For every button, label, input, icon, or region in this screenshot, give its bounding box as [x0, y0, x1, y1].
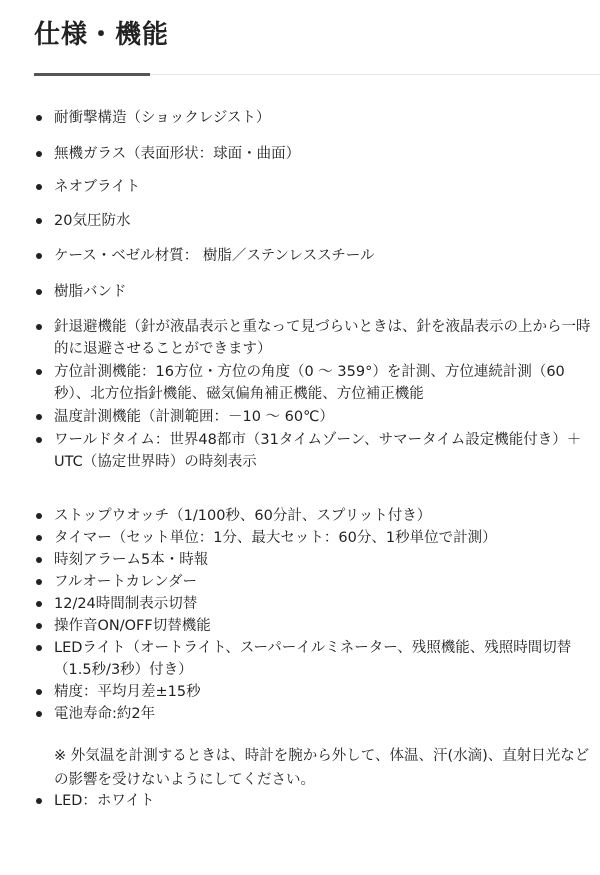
spec-item: 樹脂バンド	[54, 281, 594, 303]
spec-item: 針退避機能（針が液晶表示と重なって見づらいときは、針を液晶表示の上から一時的に退避させることができます）	[54, 316, 594, 360]
spec-item: ケース・ベゼル材質： 樹脂／ステンレススチール	[54, 245, 594, 267]
spec-item: 12/24時間制表示切替	[54, 593, 594, 615]
spec-item: 無機ガラス（表面形状：球面・曲面）	[54, 143, 594, 165]
page-title: 仕様・機能	[34, 20, 170, 50]
spec-item: ストップウオッチ（1/100秒、60分計、スプリット付き）	[54, 505, 594, 527]
temperature-note: ※ 外気温を計測するときは、時計を腕から外して、体温、汗(水滴)、直射日光などの影響を受けないようにしてください。	[54, 748, 590, 788]
spec-item: 時刻アラーム5本・時報	[54, 549, 594, 571]
spec-item: 耐衝撃構造（ショックレジスト）	[54, 107, 594, 129]
spec-item: タイマー（セット単位：1分、最大セット：60分、1秒単位で計測）	[54, 527, 594, 549]
spec-item: 電池寿命:約2年	[54, 703, 594, 725]
title-underline-accent	[34, 73, 150, 76]
spec-item: 方位計測機能：16方位・方位の角度（0 ～ 359°）を計測、方位連続計測（60秒）、北方位指針機能、磁気偏角補正機能、方位補正機能	[54, 361, 594, 405]
spec-item: ワールドタイム：世界48都市（31タイムゾーン、サマータイム設定機能付き）＋UTC（協定世界時）の時刻表示	[54, 429, 594, 473]
spec-item: 精度：平均月差±15秒	[54, 681, 594, 703]
spec-item: フルオートカレンダー	[54, 571, 594, 593]
spec-item: 操作音ON/OFF切替機能	[54, 615, 594, 637]
spec-item: 20気圧防水	[54, 210, 594, 232]
spec-item: ネオブライト	[54, 176, 594, 198]
spec-item-led-color: LED：ホワイト	[54, 790, 594, 812]
spec-item: LEDライト（オートライト、スーパーイルミネーター、残照機能、残照時間切替（1.5秒/3秒）付き）	[54, 637, 594, 681]
spec-item: 温度計測機能（計測範囲：－10 ～ 60℃）	[54, 406, 594, 428]
